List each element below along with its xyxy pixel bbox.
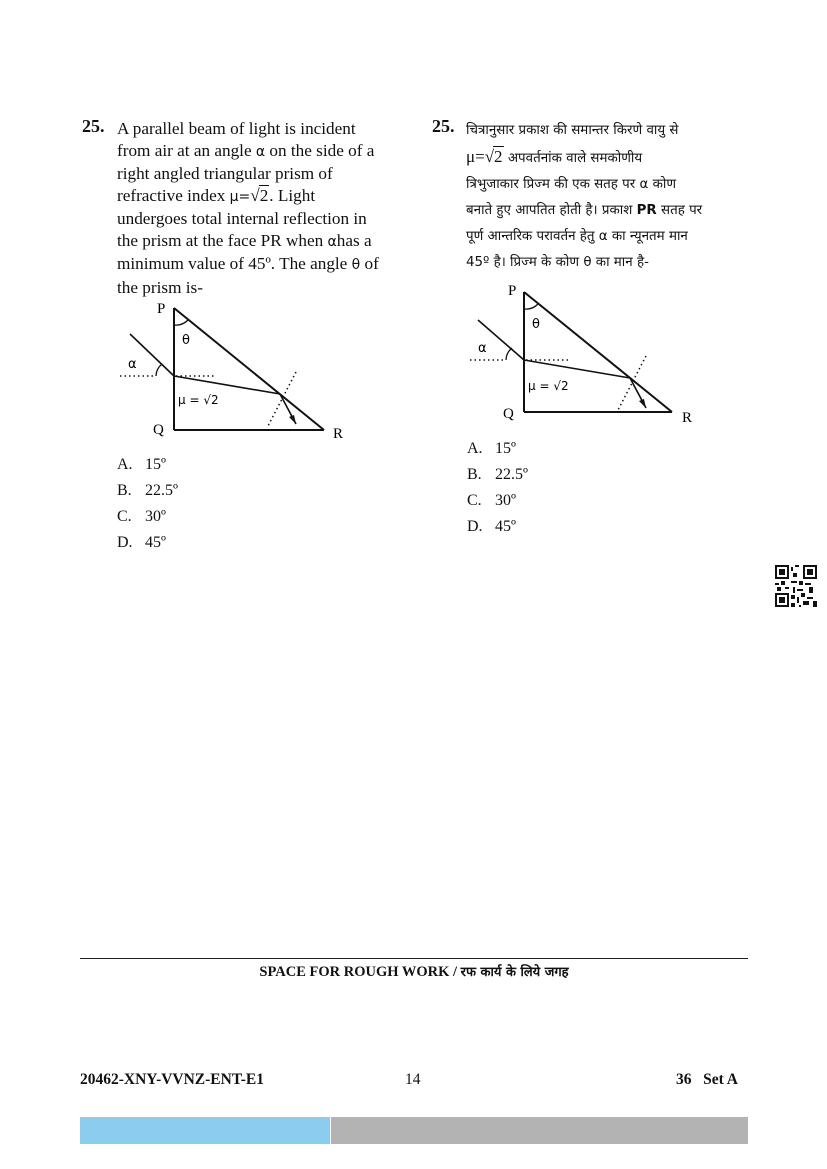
- rough-work-label: SPACE FOR ROUGH WORK / रफ कार्य के लिये जगह: [259, 964, 569, 980]
- label-theta: θ: [182, 333, 190, 348]
- prism-diagram-hi: [468, 280, 748, 428]
- label-q: Q: [153, 422, 164, 438]
- label-p: P: [508, 283, 517, 299]
- set-label: 36 Set A: [676, 1071, 738, 1088]
- question-text: A parallel beam of light is incident from air at an angle α on the side of a right angled triangular prism of refractive index μ=√2. Light undergoes total internal reflection in the prism at the face PR when αhas a minimum value of 45º. The angle θ of the prism is-: [117, 119, 379, 297]
- qr-code-icon: [775, 565, 817, 607]
- label-p: P: [157, 301, 166, 317]
- option-c-hi[interactable]: C. 30º: [467, 492, 516, 509]
- label-alpha: α: [128, 357, 137, 372]
- label-mu: μ = √2: [528, 379, 569, 393]
- label-q: Q: [503, 406, 514, 422]
- footer-bar-gray: [331, 1117, 748, 1144]
- rough-work-divider: [80, 958, 748, 959]
- page-number: 14: [405, 1071, 421, 1088]
- footer-bar-blue: [80, 1117, 330, 1144]
- arrow-head: [289, 415, 296, 424]
- paper-code: 20462-XNY-VVNZ-ENT-E1: [80, 1071, 265, 1088]
- refracted-ray: [174, 376, 280, 394]
- prism-side-pr: [524, 292, 672, 412]
- refracted-ray: [524, 360, 630, 378]
- label-r: R: [682, 410, 693, 426]
- label-theta: θ: [532, 317, 540, 332]
- alpha-arc: [156, 364, 162, 376]
- theta-arc: [174, 320, 188, 325]
- option-b[interactable]: B. 22.5º: [117, 482, 178, 499]
- theta-arc: [524, 304, 538, 309]
- question-number: 25.: [82, 116, 105, 136]
- question-text-hi: चित्रानुसार प्रकाश की समान्तर किरणे वायु से μ=√2 अपवर्तनांक वाले समकोणीय त्रिभुजाकार प्रिज्म की एक सतह पर α कोण बनाते हुए आपतित होती है। प्रकाश PR सतह पर पूर्ण आन्तरिक परावर्तन हेतु α का न्यूनतम मान 45º है। प्रिज्म के कोण θ का मान है-: [466, 123, 703, 270]
- label-r: R: [333, 426, 344, 442]
- option-c[interactable]: C. 30º: [117, 508, 166, 525]
- question-number-hi: 25.: [432, 116, 455, 136]
- option-a[interactable]: A. 15º: [117, 456, 166, 473]
- prism-diagram: [120, 298, 400, 446]
- prism-side-pr: [174, 308, 324, 430]
- option-d[interactable]: D. 45º: [117, 534, 166, 551]
- incident-ray: [130, 334, 174, 376]
- option-b-hi[interactable]: B. 22.5º: [467, 466, 528, 483]
- label-mu: μ = √2: [178, 393, 219, 407]
- arrow-head: [639, 399, 646, 408]
- option-a-hi[interactable]: A. 15º: [467, 440, 516, 457]
- option-d-hi[interactable]: D. 45º: [467, 518, 516, 535]
- label-alpha: α: [478, 341, 487, 356]
